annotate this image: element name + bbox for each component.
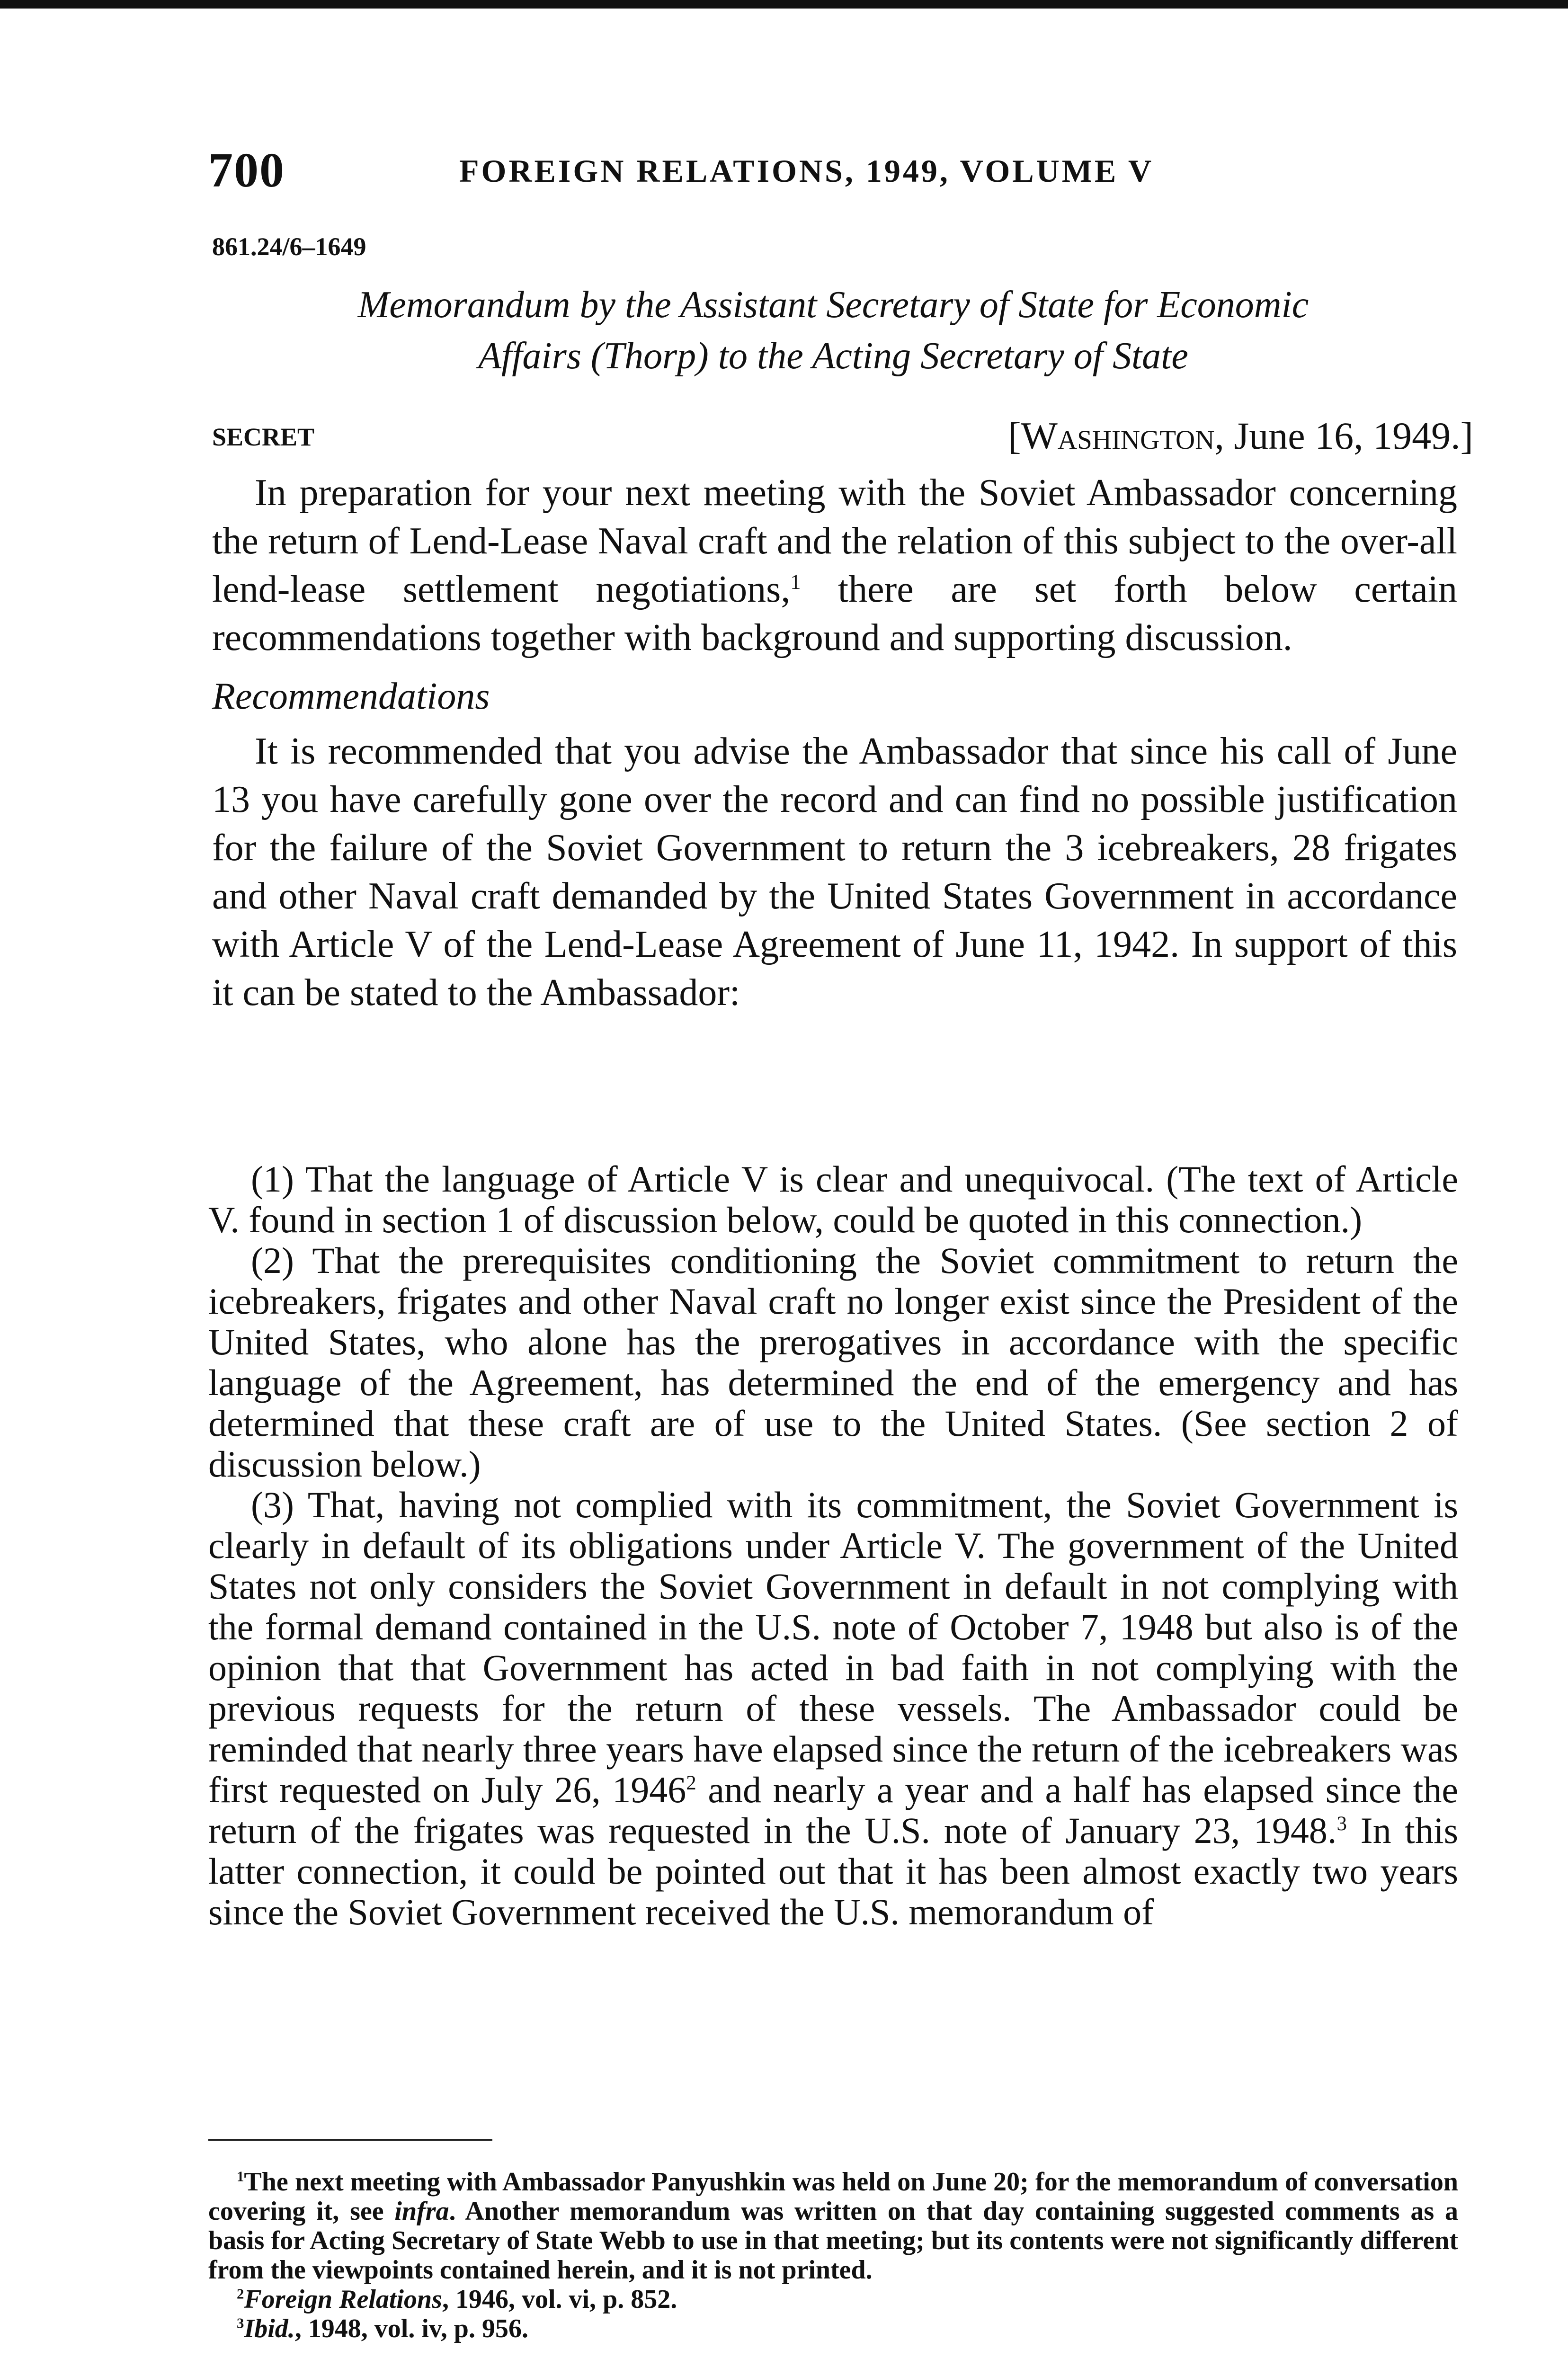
dateline-place: Washington (1021, 414, 1215, 457)
point-2: (2) That the prerequisites conditioning the Soviet commitment to return the icebreakers, frigates and other Naval craft no longer exist since the President of the United States, who alone has the prerogatives in accordance with the specific language of the Agreement, has determined the end of the emergency and has determined that these craft are of use to the United States. (See section 2 of discussion below.) (208, 1240, 1458, 1485)
intro-text-after: there are set forth below certain recommendations together with background and supporting discussion. (212, 569, 1457, 658)
footnote-ref-2: 2 (686, 1772, 696, 1794)
footnote-3-title: Ibid. (244, 2314, 295, 2343)
point-3 (208, 1485, 1458, 1932)
point-3-text-a: (3) That, having not complied with its commitment, the Soviet Government is clearly in default of its obligations under Article V. The government of the United States not only considers the Soviet Government in default in not complying with the formal demand contained in the U.S. note of October 7, 1948 but also is of the opinion that that Government has acted in bad faith in not complying with the previous requests for the return of these vessels. The Ambassador could be reminded that nearly three years have elapsed since the return of the icebreakers was first requested on July 26, 1946 (208, 1484, 1458, 1810)
dateline (1008, 414, 1473, 458)
point-3-text-c: In this latter connection, it could be pointed out that it has been almost exactly two years since the Soviet Government received the U.S. memorandum of (208, 1810, 1459, 1932)
intro-paragraph (212, 469, 1457, 662)
title-line-2: Affairs (Thorp) to the Acting Secretary of State (478, 335, 1188, 377)
footnote-1-mark: 1 (237, 2168, 244, 2185)
document-title (208, 279, 1458, 382)
dateline-date: , June 16, 1949.] (1214, 414, 1473, 457)
footnote-ref-3: 3 (1336, 1813, 1347, 1835)
footnote-1 (208, 2167, 1458, 2285)
footnote-2-rest: , 1946, vol. vi, p. 852. (442, 2285, 677, 2314)
running-head: FOREIGN RELATIONS, 1949, VOLUME V (459, 153, 1154, 189)
file-number: 861.24/6–1649 (212, 232, 366, 261)
classification-label: SECRET (212, 423, 315, 451)
footnote-divider (208, 2139, 492, 2141)
top-edge-rule (0, 0, 1568, 9)
footnote-2 (208, 2285, 1458, 2314)
footnote-2-mark: 2 (237, 2286, 244, 2302)
point-1: (1) That the language of Article V is clear and unequivocal. (The text of Article V. found in section 1 of discussion below, could be quoted in this connection.) (208, 1158, 1458, 1240)
footnote-ref-1: 1 (790, 570, 801, 594)
footnote-1-infra: infra (394, 2197, 449, 2226)
footnote-3-rest: , 1948, vol. iv, p. 956. (294, 2314, 528, 2343)
footnote-1-text-b: . Another memorandum was written on that day containing suggested comments as a basis for Acting Secretary of State Webb to use in that meeting; but its contents were not significantly different from the viewpoints contained herein, and it is not printed. (208, 2197, 1459, 2285)
memo-body (212, 469, 1457, 1017)
point-3-text-b: and nearly a year and a half has elapsed since the return of the frigates was requested in the U.S. note of January 23, 1948. (208, 1769, 1458, 1851)
footnotes (208, 2167, 1458, 2343)
intro-text: In preparation for your next meeting with the Soviet Ambassador concerning the return of Lend-Lease Naval craft and the relation of this subject to the over-all lend-lease settlement negotiations, (212, 472, 1457, 610)
dateline-open: [ (1008, 414, 1021, 457)
title-line-1: Memorandum by the Assistant Secretary of State for Economic (357, 284, 1309, 326)
recommendations-heading: Recommendations (212, 676, 490, 717)
footnote-2-title: Foreign Relations (244, 2285, 442, 2314)
footnote-3-mark: 3 (237, 2315, 244, 2331)
footnote-3 (208, 2314, 1458, 2343)
page-number: 700 (208, 143, 285, 197)
footnote-1-text-a: The next meeting with Ambassador Panyushkin was held on June 20; for the memorandum of conversation covering it, see (208, 2167, 1458, 2226)
numbered-points (208, 1159, 1458, 1932)
page-header (208, 142, 1453, 199)
recommendation-paragraph: It is recommended that you advise the Ambassador that since his call of June 13 you have carefully gone over the record and can find no possible justification for the failure of the Soviet Government to return the 3 icebreakers, 28 frigates and other Naval craft demanded by the United States Government in accordance with Article V of the Lend-Lease Agreement of June 11, 1942. In support of this it can be stated to the Ambassador: (212, 730, 1457, 1014)
